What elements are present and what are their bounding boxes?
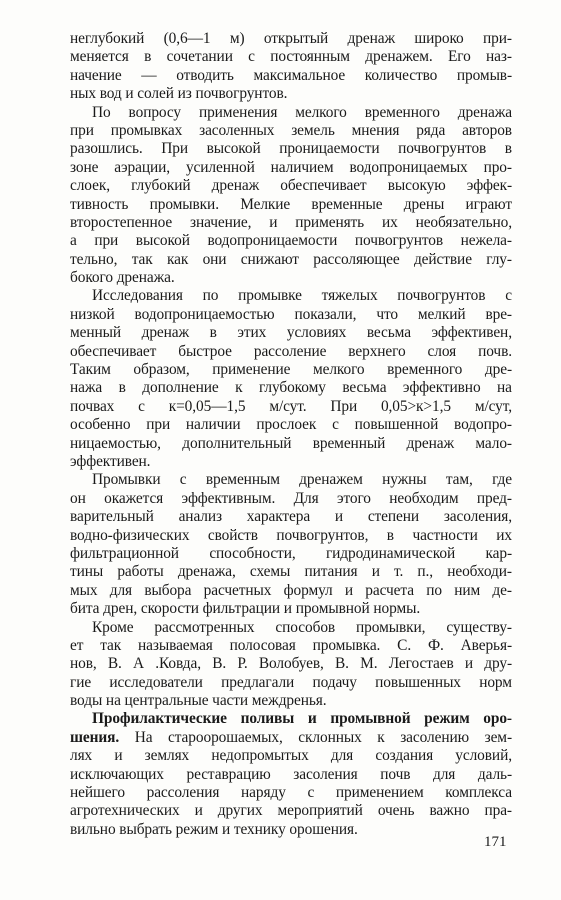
text-line: эффективен.	[70, 452, 151, 470]
text-line: бокого дренажа.	[70, 269, 175, 287]
text-line: он окажется эффективным. Для этого необходим пред-	[70, 489, 512, 507]
text-line: ных вод и солей из почвогрунтов.	[70, 85, 288, 103]
text-line: ницаемостью, дополнительный временный дренаж мало-	[70, 434, 512, 452]
text-line: почвах с к=0,05—1,5 м/сут. При 0,05>к>1,5 м/сут,	[70, 397, 512, 415]
body-text	[70, 30, 512, 839]
text-line: низкой водопроницаемостью показали, что мелкий вре-	[70, 305, 512, 323]
text-line: особенно при наличии прослоек с повышенной водопро-	[70, 416, 512, 434]
text-line: Исследования по промывке тяжелых почвогрунтов с	[92, 287, 512, 305]
text-line: Промывки с временным дренажем нужны там, где	[92, 471, 512, 489]
text-line: нов, В. А .Ковда, В. Р. Волобуев, В. М. Легостаев и дру-	[70, 655, 512, 673]
text-line: Таким образом, применение мелкого временного дре-	[70, 361, 512, 379]
text-line: Профилактические поливы и промывной режим оро-	[92, 710, 512, 728]
text-line: водно-физических свойств почвогрунтов, в частности их	[70, 526, 512, 544]
text-line: исключающих реставрацию засоления почв для даль-	[70, 765, 512, 783]
text-line: меняется в сочетании с постоянным дренажем. Его наз-	[70, 48, 512, 66]
text-line: тивность промывки. Мелкие временные дрены играют	[70, 195, 512, 213]
text-line: зоне аэрации, усиленной наличием водопроницаемых про-	[70, 158, 512, 176]
text-line: бита дрен, скорости фильтрации и промывной нормы.	[70, 600, 421, 618]
text-line: мых для выбора расчетных формул и расчета по ним де-	[70, 581, 512, 599]
text-line: фильтрационной способности, гидродинамической кар-	[70, 544, 512, 562]
text-line: а при высокой водопроницаемости почвогрунтов нежела-	[70, 232, 512, 250]
text-line: шения. На староорошаемых, склонных к засолению зем-	[70, 728, 512, 746]
text-line: слоек, глубокий дренаж обеспечивает высокую эффек-	[70, 177, 512, 195]
text-line: обеспечивает быстрое рассоление верхнего слоя почв.	[70, 342, 512, 360]
text-line: тины работы дренажа, схемы питания и т. п., необходи-	[70, 563, 512, 581]
text-line: ет так называемая полосовая промывка. С. Ф. Аверья-	[70, 636, 512, 654]
text-line: По вопросу применения мелкого временного дренажа	[92, 103, 512, 121]
page-number: 171	[484, 834, 507, 850]
text-line: воды на центральные части междренья.	[70, 692, 327, 710]
text-line: начение — отводить максимальное количество промыв-	[70, 66, 512, 84]
text-line: второстепенное значение, и применять их необязательно,	[70, 213, 512, 231]
text-line: лях и землях недопромытых для создания условий,	[70, 747, 512, 765]
text-line: нажа в дополнение к глубокому весьма эффективно на	[70, 379, 512, 397]
text-line: гие исследователи предлагали подачу повышенных норм	[70, 673, 512, 691]
text-line: Кроме рассмотренных способов промывки, существу-	[92, 618, 512, 636]
text-line: варительный анализ характера и степени засоления,	[70, 508, 512, 526]
text-line: вильно выбрать режим и технику орошения.	[70, 820, 358, 838]
text-line: разошлись. При высокой проницаемости почвогрунтов в	[70, 140, 512, 158]
text-line: неглубокий (0,6—1 м) открытый дренаж широко при-	[70, 30, 512, 47]
text-line: нейшего рассоления наряду с применением комплекса	[70, 784, 512, 802]
text-line: менный дренаж в этих условиях весьма эффективен,	[70, 324, 512, 342]
text-line: агротехнических и других мероприятий очень важно пра-	[70, 802, 512, 820]
text-line: при промывках засоленных земель мнения ряда авторов	[70, 121, 512, 139]
text-line: тельно, так как они снижают рассоляющее действие глу-	[70, 250, 512, 268]
